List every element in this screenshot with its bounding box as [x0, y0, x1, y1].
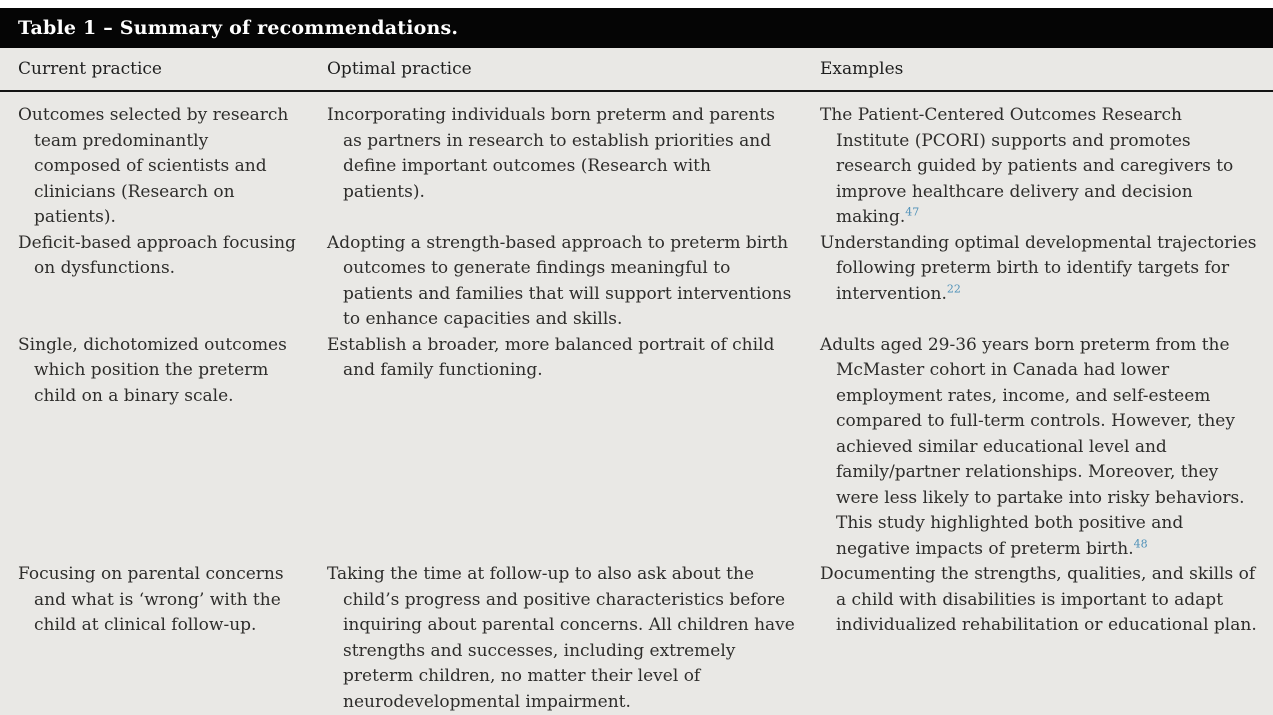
table-row: [0, 333, 1273, 563]
cell-current-practice: [0, 103, 327, 231]
column-header-current-practice: Current practice: [18, 59, 162, 79]
cell-text: Adopting a strength-based approach to preterm birth outcomes to generate findings meaningful to patients and families that will support interventions to enhance capacities and skills.: [327, 232, 792, 329]
cell-example: [820, 103, 1273, 231]
citation-ref[interactable]: 48: [1133, 536, 1148, 550]
table-title-bar: [0, 8, 1273, 48]
cell-example: [820, 333, 1273, 563]
cell-text: Adults aged 29-36 years born preterm from the McMaster cohort in Canada had lower employment rates, income, and self-esteem compared to full-term controls. However, they achieved similar educational level and family/partner relationships. Moreover, they were less likely to partake into risky behaviors. This study highlighted both positive and negative impacts of preterm birth.: [820, 334, 1245, 559]
cell-example: [820, 231, 1273, 333]
cell-optimal-practice: [327, 231, 820, 333]
cell-text: Understanding optimal developmental trajectories following preterm birth to identify targets for intervention.: [820, 232, 1257, 304]
cell-optimal-practice: [327, 562, 820, 715]
cell-text: Deficit-based approach focusing on dysfunctions.: [18, 232, 296, 278]
cell-example: [820, 562, 1273, 715]
table-title: Table 1 – Summary of recommendations.: [18, 17, 459, 39]
cell-optimal-practice: [327, 333, 820, 563]
table-row: [0, 231, 1273, 333]
citation-ref[interactable]: 47: [905, 205, 920, 219]
table-1: [0, 8, 1273, 715]
table-row: [0, 562, 1273, 715]
cell-text: Establish a broader, more balanced portrait of child and family functioning.: [327, 334, 775, 380]
cell-text: Taking the time at follow-up to also ask about the child’s progress and positive characteristics before inquiring about parental concerns. All children have strengths and successes, including extremely preterm children, no matter their level of neurodevelopmental impairment.: [327, 564, 795, 712]
table-rows: [0, 92, 1273, 715]
cell-text: Outcomes selected by research team predominantly composed of scientists and clinicians (Research on patients).: [18, 105, 289, 227]
cell-current-practice: [0, 562, 327, 715]
cell-text: Incorporating individuals born preterm and parents as partners in research to establish priorities and define important outcomes (Research with patients).: [327, 105, 775, 202]
cell-text: The Patient-Centered Outcomes Research Institute (PCORI) supports and promotes research guided by patients and caregivers to improve healthcare delivery and decision making.: [820, 105, 1234, 227]
table-body: [0, 48, 1273, 715]
cell-optimal-practice: [327, 103, 820, 231]
cell-text: Documenting the strengths, qualities, and skills of a child with disabilities is important to adapt individualized rehabilitation or educational plan.: [820, 564, 1257, 635]
cell-text: Single, dichotomized outcomes which position the preterm child on a binary scale.: [18, 334, 287, 406]
cell-text: Focusing on parental concerns and what is ‘wrong’ with the child at clinical follow-up.: [18, 564, 284, 635]
citation-ref[interactable]: 22: [946, 281, 961, 295]
cell-current-practice: [0, 231, 327, 333]
cell-current-practice: [0, 333, 327, 563]
column-header-optimal-practice: Optimal practice: [327, 59, 472, 79]
table-header-row: [0, 48, 1273, 92]
column-header-examples: Examples: [820, 59, 904, 79]
table-row: [0, 103, 1273, 231]
